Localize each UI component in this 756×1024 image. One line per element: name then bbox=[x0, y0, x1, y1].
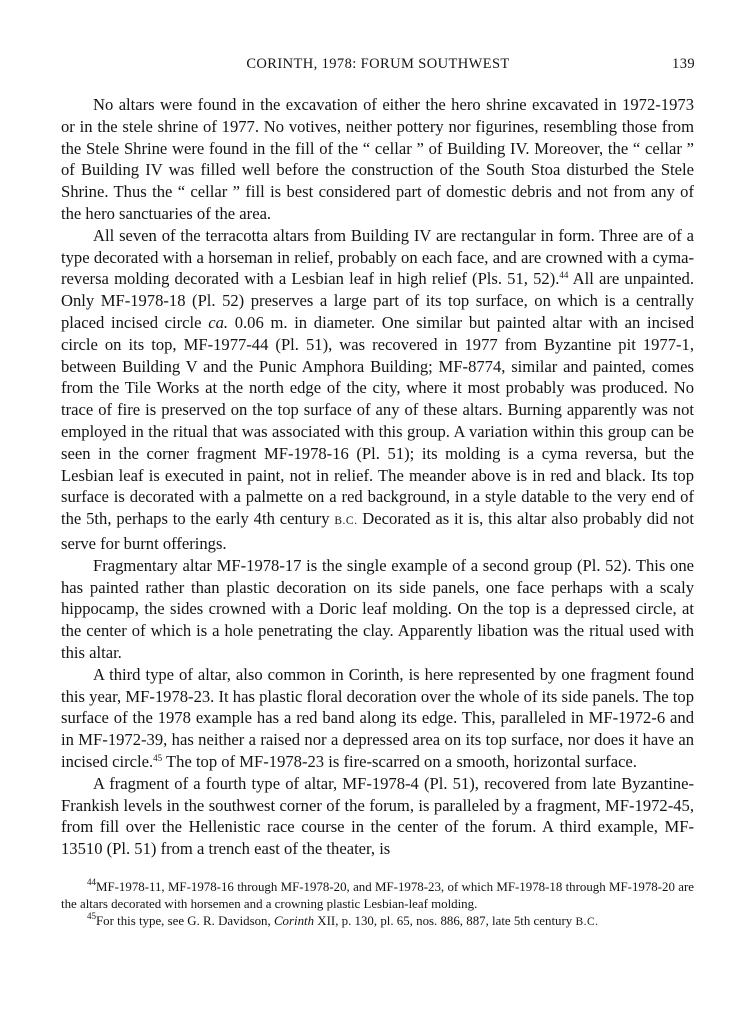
paragraph-2-text-b: All are unpainted. Only MF-1978-18 (Pl. 52) preserves a large part of its top surface, on which is a centrally placed incised circle bbox=[61, 269, 695, 332]
footnote-45-number: 45 bbox=[87, 911, 96, 921]
paragraph-3: Fragmentary altar MF-1978-17 is the single example of a second group (Pl. 52). This one has painted rather than plastic decoration on its side panels, one face perhaps with a scaly hippocamp, the sides crowned with a Doric leaf molding. On the top is a depressed circle, at the center of which is a hole penetrating the clay. Apparently libation was the ritual used with this altar. bbox=[61, 555, 694, 662]
page-number: 139 bbox=[672, 56, 695, 72]
circa-abbrev: ca. bbox=[208, 312, 229, 332]
footnote-45-text-b: XII, p. 130, pl. 65, nos. 886, 887, late 5th century bbox=[314, 914, 576, 928]
footnote-44-text: MF-1978-11, MF-1978-16 through MF-1978-20, and MF-1978-23, of which MF-1978-18 through MF-1978-20 are the altars decorated with horsemen and a crowning plastic Lesbian-leaf molding. bbox=[61, 880, 694, 911]
paragraph-4-text-b: The top of MF-1978-23 is fire-scarred on a smooth, horizontal surface. bbox=[162, 751, 637, 771]
footnote-45-title: Corinth bbox=[273, 914, 315, 928]
footnote-ref-44[interactable]: 44 bbox=[559, 270, 569, 281]
body-text bbox=[61, 94, 694, 860]
footnote-45-bc: B.C. bbox=[575, 916, 599, 928]
footnote-44-number: 44 bbox=[87, 877, 96, 887]
footnotes bbox=[61, 879, 694, 931]
paragraph-2-text-a: All seven of the terracotta altars from Building IV are rectangular in form. Three are of a type decorated with a horseman in relief, probably on each face, and are crowned with a cyma-reversa molding decorated with a Lesbian leaf in high relief (Pls. 51, 52). bbox=[61, 225, 694, 289]
paragraph-2 bbox=[61, 225, 694, 555]
running-title: CORINTH, 1978: FORUM SOUTHWEST bbox=[246, 56, 510, 72]
paragraph-4-text-a: A third type of altar, also common in Corinth, is here represented by one fragment found this year, MF-1978-23. It has plastic floral decoration over the whole of its side panels. The top surface of the 1978 example has a red band along its edge. This, paralleled in MF-1972-6 and in MF-1972-39, has neither a raised nor a depressed area on its top surface, nor does it have an incised circle. bbox=[61, 664, 694, 771]
footnote-45 bbox=[61, 913, 694, 931]
footnote-45-text-a: For this type, see G. R. Davidson, bbox=[96, 914, 274, 928]
paragraph-2-text-d: Decorated as it is, this altar also probably did not serve for burnt offerings. bbox=[61, 509, 694, 553]
paragraph-5: A fragment of a fourth type of altar, MF-1978-4 (Pl. 51), recovered from late Byzantine-Frankish levels in the southwest corner of the forum, is paralleled by a fragment, MF-1972-45, from fill over the Hellenistic race course in the center of the forum. A third example, MF-13510 (Pl. 51) from a trench east of the theater, is bbox=[61, 773, 694, 859]
page-header bbox=[0, 56, 756, 78]
footnote-ref-45[interactable]: 45 bbox=[153, 752, 163, 763]
footnote-44 bbox=[61, 879, 694, 913]
bc-abbrev: B.C. bbox=[334, 515, 358, 528]
paragraph-4 bbox=[61, 664, 694, 773]
paragraph-1: No altars were found in the excavation of either the hero shrine excavated in 1972-1973 or in the stele shrine of 1977. No votives, neither pottery nor figurines, resembling those from the Stele Shrine were found in the fill of the “ cellar ” of Building IV. Moreover, the “ cellar ” of Building IV was filled well before the construction of the South Stoa disturbed the Stele Shrine. Thus the “ cellar ” fill is best considered part of domestic debris and not from any of the hero sanctuaries of the area. bbox=[61, 95, 694, 223]
paragraph-2-text-c: 0.06 m. in diameter. One similar but painted altar with an incised circle on its top, MF-1977-44 (Pl. 51), was recovered in 1977 from Byzantine pit 1977-1, between Building V and the Punic Amphora Building; MF-8774, similar and painted, comes from the Tile Works at the north edge of the city, where it most probably was produced. No trace of fire is preserved on the top surface of any of these altars. Burning apparently was not employed in the ritual that was associated with this group. A variation within this group can be seen in the corner fragment MF-1978-16 (Pl. 51); its molding is a cyma reversa, but the Lesbian leaf is executed in paint, not in relief. The meander above is in red and black. Its top surface is decorated with a palmette on a red background, in a style datable to the very end of the 5th, perhaps to the early 4th century bbox=[61, 312, 694, 529]
